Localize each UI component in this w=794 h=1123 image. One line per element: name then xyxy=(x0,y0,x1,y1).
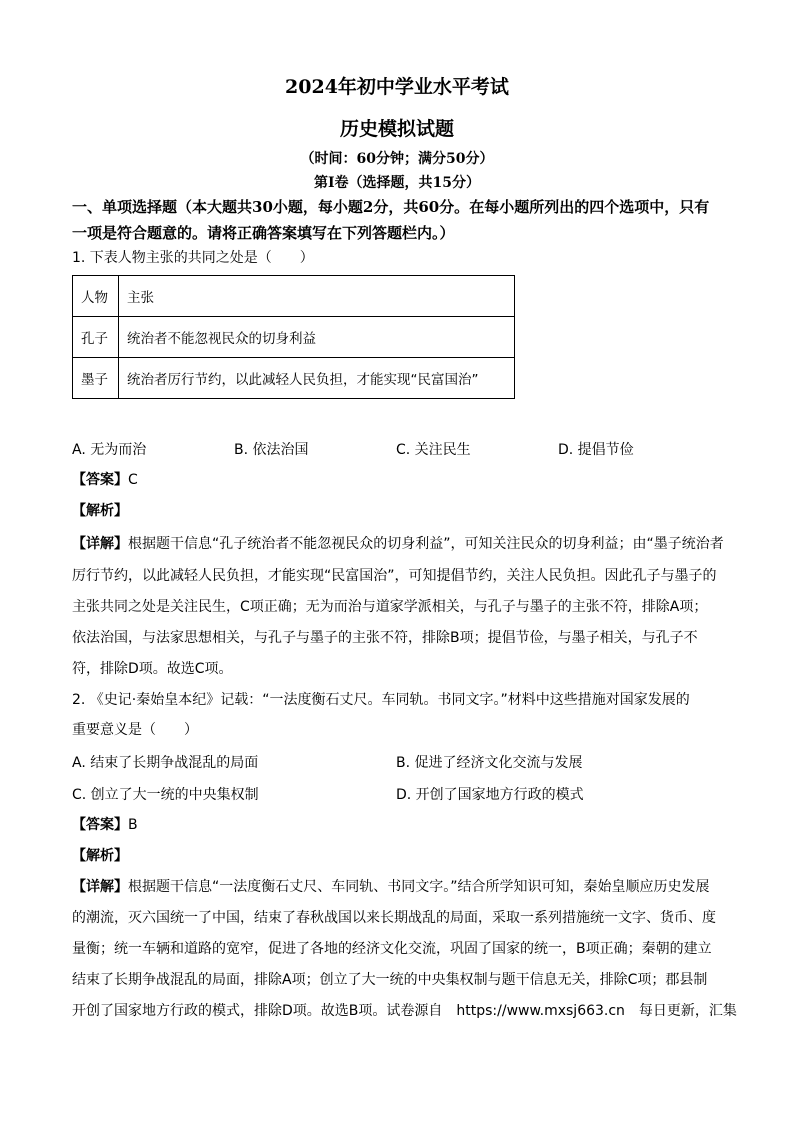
table-cell: 墨子 xyxy=(73,358,119,399)
q1-detail-line: 厉行节约，以此减轻人民负担，才能实现“民富国治”，可知提倡节约，关注人民负担。因此孔子与墨子的 xyxy=(72,568,717,584)
table-row xyxy=(73,317,515,358)
q2-option-d: D. 开创了国家地方行政的模式 xyxy=(396,787,584,803)
q1-detail-line: 依法治国，与法家思想相关，与孔子与墨子的主张不符，排除B项；提倡节俭，与墨子相关，与孔子不 xyxy=(72,630,698,646)
q1-detail-line xyxy=(72,534,724,554)
answer-tag: 【答案】 xyxy=(72,472,128,488)
q2-option-b: B. 促进了经济文化交流与发展 xyxy=(396,755,583,771)
exam-subtitle: 历史模拟试题 xyxy=(339,118,454,140)
q1-detail-line: 符，排除D项。故选C项。 xyxy=(72,661,233,677)
q1-answer-line xyxy=(72,470,724,490)
q1-detail-text: 根据题干信息“孔子统治者不能忽视民众的切身利益”，可知关注民众的切身利益；由“墨子统治者 xyxy=(128,536,724,552)
q2-detail-line xyxy=(72,877,724,897)
time-info: （时间：60分钟；满分50分） xyxy=(300,151,494,167)
q1-option-b: B. 依法治国 xyxy=(234,442,309,458)
q1-stem: 1. 下表人物主张的共同之处是（ ） xyxy=(72,250,314,266)
table-header-cell: 人物 xyxy=(73,276,119,317)
q2-answer-line xyxy=(72,815,724,835)
analysis-tag: 【解析】 xyxy=(72,503,128,519)
table-row xyxy=(73,276,515,317)
exam-title: 2024年初中学业水平考试 xyxy=(285,76,509,98)
q1-detail-line: 主张共同之处是关注民生，C项正确；无为而治与道家学派相关，与孔子与墨子的主张不符，排除A项； xyxy=(72,599,708,615)
table-cell: 孔子 xyxy=(73,317,119,358)
q2-option-a: A. 结束了长期争战混乱的局面 xyxy=(72,755,259,771)
table-cell: 统治者不能忽视民众的切身利益 xyxy=(119,317,515,358)
q2-analysis-tag xyxy=(72,846,724,866)
volume-info: 第Ⅰ卷（选择题，共15分） xyxy=(313,175,481,191)
q2-option-c: C. 创立了大一统的中央集权制 xyxy=(72,787,259,803)
q1-option-d: D. 提倡节俭 xyxy=(558,442,634,458)
q1-option-a: A. 无为而治 xyxy=(72,442,147,458)
q2-detail-line: 量衡；统一车辆和道路的宽窄，促进了各地的经济文化交流，巩固了国家的统一，B项正确；秦朝的建立 xyxy=(72,941,712,957)
q2-stem: 2. 《史记·秦始皇本纪》记载：“一法度衡石丈尺。车同轨。书同文字。”材料中这些措施对国家发展的 xyxy=(72,692,690,708)
detail-tag: 【详解】 xyxy=(72,536,128,552)
table-row xyxy=(73,358,515,399)
q1-option-c: C. 关注民生 xyxy=(396,442,471,458)
q2-stem: 重要意义是（ ） xyxy=(72,722,198,738)
q2-detail-text: 根据题干信息“一法度衡石丈尺、车同轨、书同文字。”结合所学知识可知，秦始皇顺应历史发展 xyxy=(128,879,710,895)
q2-detail-line: 结束了长期争战混乱的局面，排除A项；创立了大一统的中央集权制与题干信息无关，排除C项；郡县制 xyxy=(72,972,708,988)
detail-tag: 【详解】 xyxy=(72,879,128,895)
q1-table xyxy=(72,275,515,399)
q1-analysis-tag xyxy=(72,501,724,521)
answer-tag: 【答案】 xyxy=(72,817,128,833)
q2-detail-line: 开创了国家地方行政的模式，排除D项。故选B项。试卷源自 https://www.mxsj663.cn 每日更新，汇集 xyxy=(72,1003,737,1019)
section-instruction: 一、单项选择题（本大题共30小题，每小题2分，共60分。在每小题所列出的四个选项中，只有一项是符合题意的。请将正确答案填写在下列答题栏内。） xyxy=(72,198,710,242)
q1-answer: C xyxy=(128,472,138,488)
q2-answer: B xyxy=(128,817,138,833)
analysis-tag: 【解析】 xyxy=(72,848,128,864)
table-cell: 统治者厉行节约，以此减轻人民负担，才能实现“民富国治” xyxy=(119,358,515,399)
q2-detail-line: 的潮流，灭六国统一了中国，结束了春秋战国以来长期战乱的局面，采取一系列措施统一文字、货币、度 xyxy=(72,910,716,926)
table-header-cell: 主张 xyxy=(119,276,515,317)
